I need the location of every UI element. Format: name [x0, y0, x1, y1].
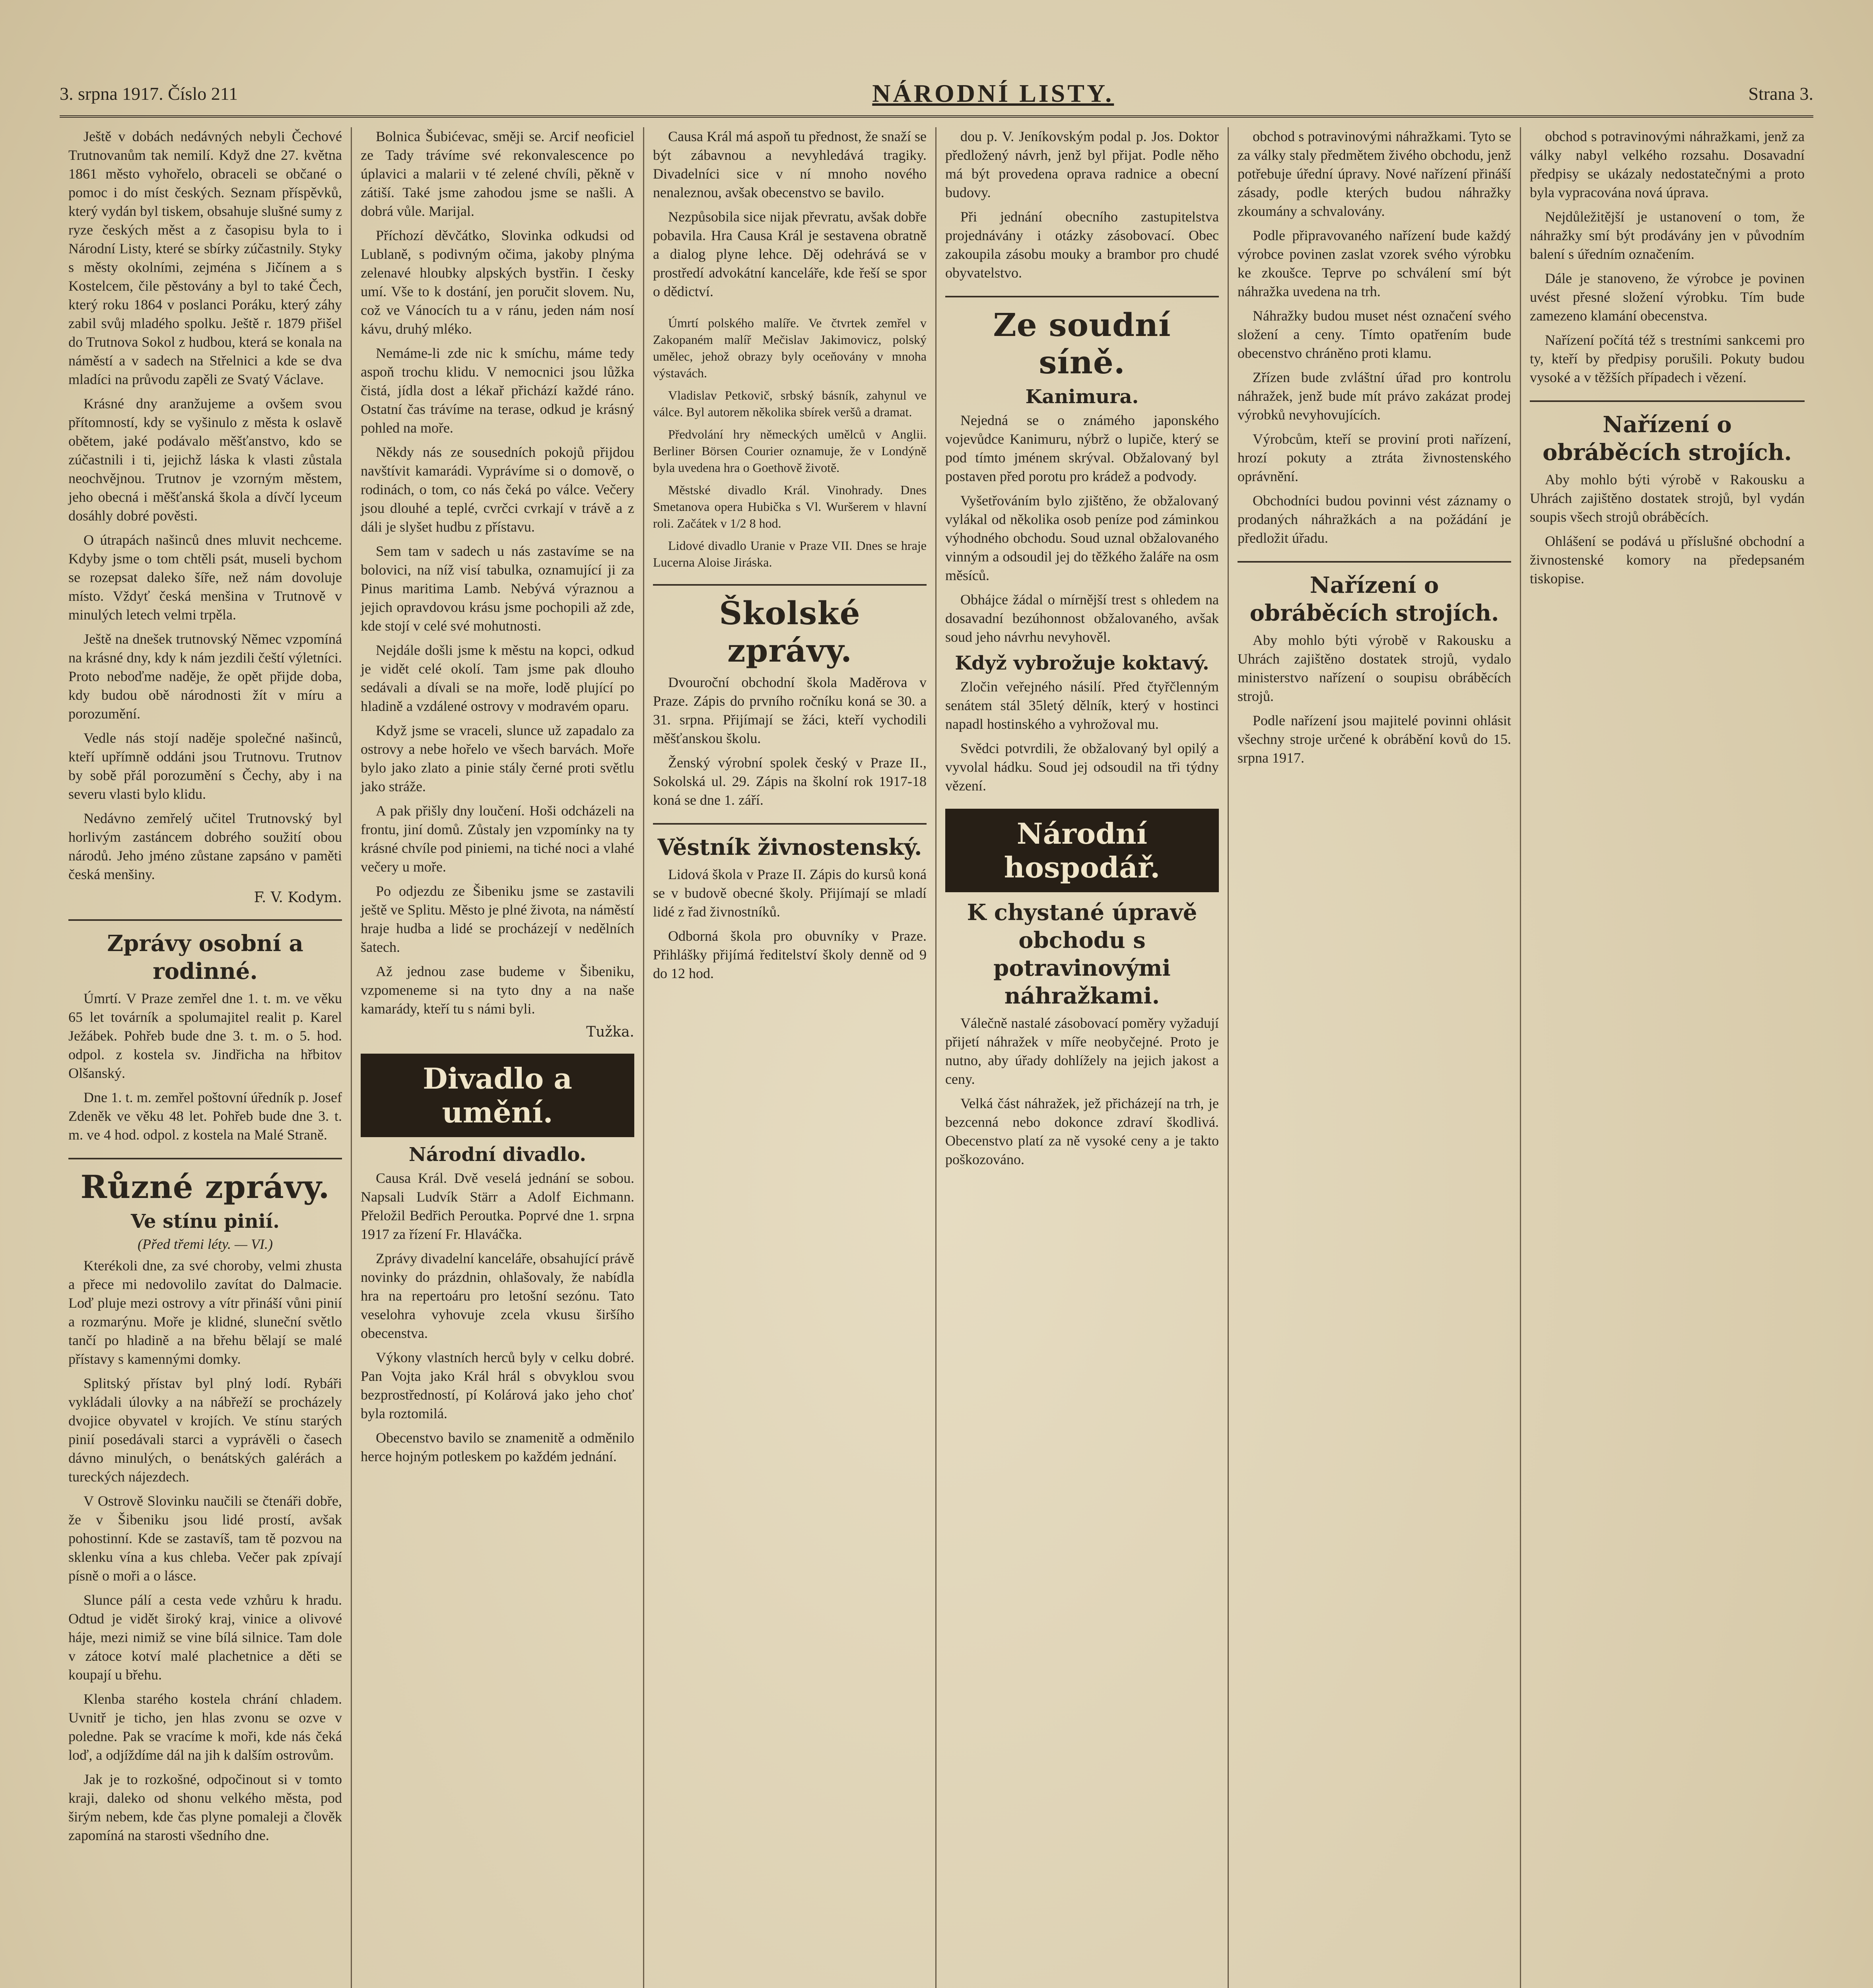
column-6 [1521, 127, 1813, 1988]
paragraph: Dvouroční obchodní škola Maděrova v Praze. Zápis do prvního ročníku koná se 30. a 31. srpna. Přijímají se žáci, kteří vychodili měšťanskou školu. [653, 674, 927, 746]
column-1 [60, 127, 352, 1988]
causa-kral-review [653, 127, 927, 301]
paragraph: Dne 1. t. m. zemřel poštovní úředník p. Josef Zdeněk ve věku 48 let. Pohřeb bude dne 3. t. m. ve 4 hod. odpol. z kostela na Malé Straně. [68, 1089, 342, 1143]
author-signature: Tužka. [586, 1024, 634, 1040]
paragraph: Jak je to rozkošné, odpočinout si v tomto kraji, daleko od shonu velkého města, pod širým nebem, kde čas plyne pomaleji a člověk zapomíná na starosti všedního dne. [68, 1771, 342, 1843]
personal-news [68, 930, 342, 1144]
paragraph: Sem tam v sadech u nás zastavíme se na bolovici, na níž visí tabulka, oznamující ji za Pinus maritima Lamb. Nebývá výraznou a jejich opravdovou krásu jsme pochopili až zde, kde stojí v celé své mohutnosti. [361, 543, 634, 634]
paragraph: Velká část náhražek, jež přicházejí na trh, je bezcenná nebo dokonce zdraví škodlivá. Obecenstvo platí za ně vysoké ceny a je takto poškozováno. [945, 1095, 1219, 1167]
divider [68, 1158, 342, 1159]
paragraph: Zřízen bude zvláštní úřad pro kontrolu náhražek, jenž bude mít právo zakázat prodej výrobků nevyhovujících. [1238, 369, 1511, 423]
issue-date: 3. srpna 1917. Číslo 211 [60, 83, 238, 104]
notice: Lidové divadlo Uranie v Praze VII. Dnes se hraje Lucerna Aloise Jiráska. [653, 538, 927, 569]
miscellaneous-news [68, 1168, 342, 1845]
paragraph: Příchozí děvčátko, Slovinka odkudsi od Lublaně, s podivným očima, jakoby plnýma zelenavé hloubky alpských bystřin. I česky umí. Vše to k dostání, jen poručit slovem. Nu, což ve Vánocích tu a v ránu, jeden nám nosí kávu, druhý mléko. [361, 227, 634, 337]
divider [68, 919, 342, 921]
paragraph: Nedávno zemřelý učitel Trutnovský byl horlivým zastáncem dobrého soužití obou národů. Jeho jméno zůstane zapsáno v paměti česká menšiny. [68, 810, 342, 882]
divider [1238, 561, 1511, 563]
newspaper-title: NÁRODNÍ LISTY. [872, 79, 1114, 107]
paragraph: Podle připravovaného nařízení bude každý výrobce povinen zaslat vzorek svého výrobku ke zkoušce. Teprve po schválení smí být náhražka uvedena na trh. [1238, 227, 1511, 299]
machine-tools-article [1238, 571, 1511, 767]
article-title: Ve stínu pinií. [131, 1210, 280, 1233]
paragraph: Odborná škola pro obuvníky v Praze. Přihlášky přijímá ředitelství školy denně od 9 do 12 hod. [653, 928, 927, 981]
paragraph: obchod s potravinovými náhražkami, jenž za války nabyl velkého rozsahu. Dosavadní předpisy se ukázaly nedostatečnými a proto byla vypracována nová úprava. [1530, 128, 1805, 200]
article-title: Národní divadlo. [408, 1143, 587, 1166]
paragraph: O útrapách našinců dnes mluvit nechceme. Kdyby jsme o tom chtěli psát, museli bychom se rozepsat daleko šíře, než nám dovoluje místo. Vždyť česká menšina v Trutnově v minulých letech velmi trpěla. [68, 532, 342, 623]
paragraph: Klenba starého kostela chrání chladem. Uvnitř je ticho, jen hlas zvonu se ozve v poledne. Pak se vracíme k moři, kde nás čeká loď, a odjíždíme dál na jih k dalším ostrovům. [68, 1691, 342, 1763]
paragraph: Někdy nás ze sousedních pokojů přijdou navštívit kamarádi. Vyprávíme si o domově, o rodinách, o tom, co nás čeká po válce. Večery jsou dlouhé a teplé, cvrčci cvrkají v trávě a z dáli je slyšet hudbu z přístavu. [361, 444, 634, 535]
paragraph: Ženský výrobní spolek český v Praze II., Sokolská ul. 29. Zápis na školní rok 1917-18 koná se dne 1. září. [653, 755, 927, 808]
column-4 [936, 127, 1229, 1988]
substitutes-article [1238, 127, 1511, 547]
paragraph: Vyšetřováním bylo zjištěno, že obžalovaný vylákal od několika osob peníze pod záminkou výhodného obchodu. Soud uznal obžalovaného vinným a odsoudil jej do těžkého žaláře na osm měsíců. [945, 493, 1219, 583]
article-title: Nařízení o obráběcích strojích. [1543, 412, 1792, 466]
machine-tools-article-cont [1530, 411, 1805, 588]
section-heading: Věstník živnostenský. [657, 834, 922, 860]
paragraph: dou p. V. Jeníkovským podal p. Jos. Doktor předložený návrh, jenž byl přijat. Podle něho má být provedena oprava radnice a obecní budovy. [945, 128, 1219, 200]
economy-section-banner: Národní hospodář. [945, 809, 1219, 892]
article-title: Když vybrožuje koktavý. [955, 652, 1209, 674]
divider [653, 823, 927, 825]
paragraph: Nejdále došli jsme k městu na kopci, odkud je vidět celé okolí. Tam jsme pak dlouho sedávali a dívali se na moře, lodě plující po hladině a vzdálené ostrovy v modravém oparu. [361, 642, 634, 714]
author-signature: F. V. Kodym. [254, 889, 342, 906]
paragraph: Nejdůležitější je ustanovení o tom, že náhražky smí být prodávány jen v původním balení s úředním označením. [1530, 209, 1805, 262]
article-title: Nařízení o obráběcích strojích. [1249, 572, 1499, 626]
theatre-section-banner: Divadlo a umění. [361, 1054, 634, 1137]
paragraph: Až jednou zase budeme v Šibeniku, vzpomeneme si na tyto dny a na naše kamarády, kteří tu s námi byli. [361, 963, 634, 1017]
municipal-news [945, 127, 1219, 282]
columns [60, 127, 1813, 1988]
paragraph: Dále je stanoveno, že výrobce je povinen uvést přesné složení výrobku. Tím bude zamezeno klamání obecenstva. [1530, 270, 1805, 324]
article-subtitle: (Před třemi léty. — VI.) [138, 1236, 273, 1252]
paragraph: Krásné dny aranžujeme a ovšem svou přítomností, kdy se vyšinulo z města k oslavě obětem, jaké podávalo měšťanstvo, kdo se zúčastnili i ti, jejichž láska k vlasti zůstala neochvějnou. Trutnov je vzorným městem, jeho obecná i měšťanská škola a dívčí lyceum dosáhly dobré pověsti. [68, 396, 342, 524]
notice: Vladislav Petkovič, srbský básník, zahynul ve válce. Byl autorem několika sbírek veršů a dramat. [653, 388, 927, 419]
notice: Úmrtí polského malíře. Ve čtvrtek zemřel v Zakopaném malíř Mečislav Jakimovicz, polský umělec, jehož obrazy byly oceňovány v mnoha výstavách. [653, 316, 927, 380]
paragraph: Nařízení počítá též s trestními sankcemi pro ty, kteří by předpisy porušili. Pokuty budou vysoké a v těžších případech i vězení. [1530, 332, 1805, 385]
culture-notices [653, 315, 927, 571]
paragraph: Po odjezdu ze Šibeniku jsme se zastavili ještě ve Splitu. Město je plné života, na náměstí hraje hudba a lidé se procházejí v nedělních šatech. [361, 883, 634, 955]
paragraph: Nemáme-li zde nic k smíchu, máme tedy aspoň trochu klidu. V nemocnici jsou lůžka čistá, jídla dost a lékař přichází každé ráno. Ostatní čas trávíme na terase, odkud je krásný pohled na moře. [361, 345, 634, 436]
paragraph: Obchodníci budou povinni vést záznamy o prodaných náhražkách a na požádání je předložit úřadu. [1238, 493, 1511, 546]
trade-bulletin [653, 833, 927, 983]
substitutes-article-cont [1530, 127, 1805, 387]
article-title: Kanimura. [1025, 386, 1139, 408]
pinie-article-cont [361, 127, 634, 1040]
divider [945, 296, 1219, 297]
paragraph: Causa Král. Dvě veselá jednání se sobou. Napsali Ludvík Stärr a Adolf Eichmann. Přeložil Bedřich Peroutka. Poprvé dne 1. srpna 1917 za řízení Fr. Hlaváčka. [361, 1170, 634, 1242]
paragraph: Bolnica Šubićevac, směji se. Arcif neoficiel ze Tady trávíme své rekonvalescence po úplavici a malarii v té zelené chvíli, pěkně v zátiší. Také jsme zahodou jsme se našli. A dobrá vůle. Marijal. [361, 128, 634, 219]
column-2 [352, 127, 644, 1988]
paragraph: Ještě v dobách nedávných nebyli Čechové Trutnovanům tak nemilí. Když dne 27. května 1861 město vyhořelo, obraceli se občané o pomoc i do míst českých. Seznam příspěvků, který vydán byl tiskem, obsahuje slušné sumy z ryze českých měst a z časopisu byla to i Národní Listy, které se sbírky zúčastnily. Styky s městy okolními, zejména s Jičínem a s Kostelcem, čile pěstovány a byl to také Čech, který roku 1864 v poslanci Poráku, který záhy zabil svůj mladého spolku. Ještě r. 1879 přišel do Trutnova Sokol z hudbou, která se konala na náměstí a v sadech na Střelnici a kde se dva mladíci na průvodu zapěli ze Svatý Václave. [68, 128, 342, 387]
paragraph: Zločin veřejného násilí. Před čtyřčlenným senátem stál 35letý dělník, který v hostinci napadl hostinského a vyhrožoval mu. [945, 679, 1219, 732]
paragraph: obchod s potravinovými náhražkami. Tyto se za války staly předmětem živého obchodu, jenž potřebuje úřední úpravy. Nové nařízení přináší zásady, podle kterých budou náhražky zkoumány a schvalovány. [1238, 128, 1511, 219]
divider [1530, 400, 1805, 402]
paragraph: Ještě na dnešek trutnovský Němec vzpomíná na krásné dny, kdy k nám jezdili čeští výletníci. Proto neboďme naděje, že opět přijde doba, kdy budou obě národnosti žít v míru a porozumění. [68, 631, 342, 722]
section-heading: Ze soudní síně. [993, 306, 1171, 381]
paragraph: Aby mohlo býti výrobě v Rakousku a Uhrách zajištěno dostatek strojů, byl vydán soupis všech strojů obráběcích. [1530, 472, 1805, 525]
paragraph: Podle nařízení jsou majitelé povinni ohlásit všechny stroje určené k obrábění kovů do 15. srpna 1917. [1238, 712, 1511, 766]
notice: Předvolání hry německých umělců v Anglii. Berliner Börsen Courier oznamuje, že v Londýně byla uvedena hra o Goethově životě. [653, 427, 927, 475]
paragraph: Obhájce žádal o mírnější trest s ohledem na dosavadní bezúhonnost obžalovaného, avšak soud jeho návrhu nevyhověl. [945, 592, 1219, 645]
paragraph: Aby mohlo býti výrobě v Rakousku a Uhrách zajištěno dostatek strojů, vydalo ministerstvo nařízení o soupisu obráběcích strojů. [1238, 632, 1511, 704]
column-5 [1229, 127, 1521, 1988]
paragraph: Vedle nás stojí naděje společné našinců, kteří upřímně oddáni jsou Trutnovu. Trutnov by sobě přál porozumění s Čechy, aby i na severu vlasti bylo klidu. [68, 730, 342, 802]
paragraph: A pak přišly dny loučení. Hoši odcházeli na frontu, jiní domů. Zůstaly jen vzpomínky na ty krásné chvíle pod piniemi, na tiché noci a vlahé večery u moře. [361, 803, 634, 875]
school-news [653, 594, 927, 810]
paragraph: Při jednání obecního zastupitelstva projednávány i otázky zásobovací. Obec zakoupila zásobu mouky a brambor pro chudé obyvatelstvo. [945, 209, 1219, 281]
court-news [945, 306, 1219, 795]
paragraph: Nezpůsobila sice nijak převratu, avšak dobře pobavila. Hra Causa Král je sestavena obratně a dialog plyne lehce. Děj odehrává se v prostředí advokátní kanceláře, kde řeší se spor o dědictví. [653, 209, 927, 299]
trutnov-article [68, 127, 342, 906]
section-heading: Zprávy osobní a rodinné. [107, 930, 303, 984]
paragraph: Nejedná se o známého japonského vojevůdce Kanimuru, nýbrž o lupiče, který se pod tímto jménem skrýval. Obžalovaný byl postaven před porotu pro krádež a podvody. [945, 412, 1219, 484]
article-title: K chystané úpravě obchodu s potravinovými náhražkami. [967, 899, 1197, 1009]
paragraph: Svědci potvrdili, že obžalovaný byl opilý a vyvolal hádku. Soud jej odsoudil na tři týdny vězení. [945, 740, 1219, 794]
masthead [60, 72, 1813, 118]
paragraph: Slunce pálí a cesta vede vzhůru k hradu. Odtud je vidět široký kraj, vinice a olivové háje, mezi nimiž se vine bílá silnice. Tam dole v zátoce kotví malé plachetnice a děti se koupají u břehu. [68, 1592, 342, 1683]
paragraph: Válečně nastalé zásobovací poměry vyžadují přijetí náhražek v míře neobyčejné. Proto je nutno, aby úřady dohlížely na jejich jakost a ceny. [945, 1015, 1219, 1087]
paragraph: Causa Král má aspoň tu přednost, že snaží se být zábavnou a nevyhledává tragiky. Divadelníci sice v ní mnoho nového nenaleznou, avšak obecenstvo se bavilo. [653, 128, 927, 200]
paragraph: Náhražky budou muset nést označení svého složení a ceny. Tímto opatřením bude obecenstvo chráněno proti klamu. [1238, 308, 1511, 361]
paragraph: Zprávy divadelní kanceláře, obsahující právě novinky do prázdnin, ohlašovaly, že nabídla hra na repertoáru pro letošní sezónu. Tato veselohra vyhovuje zcela vkusu širšího obecenstva. [361, 1250, 634, 1341]
paragraph: Úmrtí. V Praze zemřel dne 1. t. m. ve věku 65 let továrník a spolumajitel realit p. Karel Ježábek. Pohřeb bude dne 3. t. m. o 5. hod. odpol. z kostela sv. Jindřicha na hřbitov Olšanský. [68, 990, 342, 1081]
section-heading: Různé zprávy. [80, 1168, 330, 1206]
section-heading: Školské zprávy. [719, 594, 861, 669]
paragraph: Výrobcům, kteří se proviní proti nařízení, hrozí pokuty a ztráta živnostenského oprávnění. [1238, 431, 1511, 484]
paragraph: Výkony vlastních herců byly v celku dobré. Pan Vojta jako Král hrál s obvyklou svou bezprostředností, pí Kolárová jako jeho choť byla roztomilá. [361, 1349, 634, 1421]
paragraph: Lidová škola v Praze II. Zápis do kursů koná se v budově obecné školy. Přijímají se mladí lidé z řad živnostníků. [653, 866, 927, 920]
divider [653, 584, 927, 586]
paragraph: Obecenstvo bavilo se znamenitě a odměnilo herce hojným potleskem po každém jednání. [361, 1430, 634, 1464]
paragraph: V Ostrově Slovinku naučili se čtenáři dobře, že v Šibeniku jsou lidé prostí, avšak pohostinní. Kde se zastavíš, tam tě pozvou na sklenku vína a kus chleba. Večer pak zpívají písně o moři a o lásce. [68, 1493, 342, 1584]
economy-article [945, 899, 1219, 1169]
paragraph: Ohlášení se podává u příslušné obchodní a živnostenské komory na předepsaném tiskopise. [1530, 533, 1805, 586]
notice: Městské divadlo Král. Vinohrady. Dnes Smetanova opera Hubička s Vl. Wuršerem v hlavní roli. Začátek v 1/2 8 hod. [653, 483, 927, 530]
column-3 [644, 127, 936, 1988]
page-number: Strana 3. [1748, 83, 1813, 104]
theatre-news [361, 1143, 634, 1466]
paragraph: Když jsme se vraceli, slunce už zapadalo za ostrovy a nebe hořelo ve všech barvách. Moře bylo jako zlato a pinie stály černé proti světlu jako stráže. [361, 722, 634, 794]
paragraph: Kterékoli dne, za své choroby, velmi zhusta a přece mi nedovolilo zavítat do Dalmacie. Loď pluje mezi ostrovy a vítr přináší vůni pinií a rozmarýnu. Moře je klidné, sluneční světlo tančí po hladině a na břehu bělají se malé přístavy s kamennými domky. [68, 1258, 342, 1367]
paragraph: Splitský přístav byl plný lodí. Rybáři vykládali úlovky a na nábřeží se procházely dvojice obyvatel v krojích. Ve stínu starých pinií posedávali starci a vyprávěli o časech dávno minulých, o benátských galérách a tureckých nájezdech. [68, 1375, 342, 1485]
